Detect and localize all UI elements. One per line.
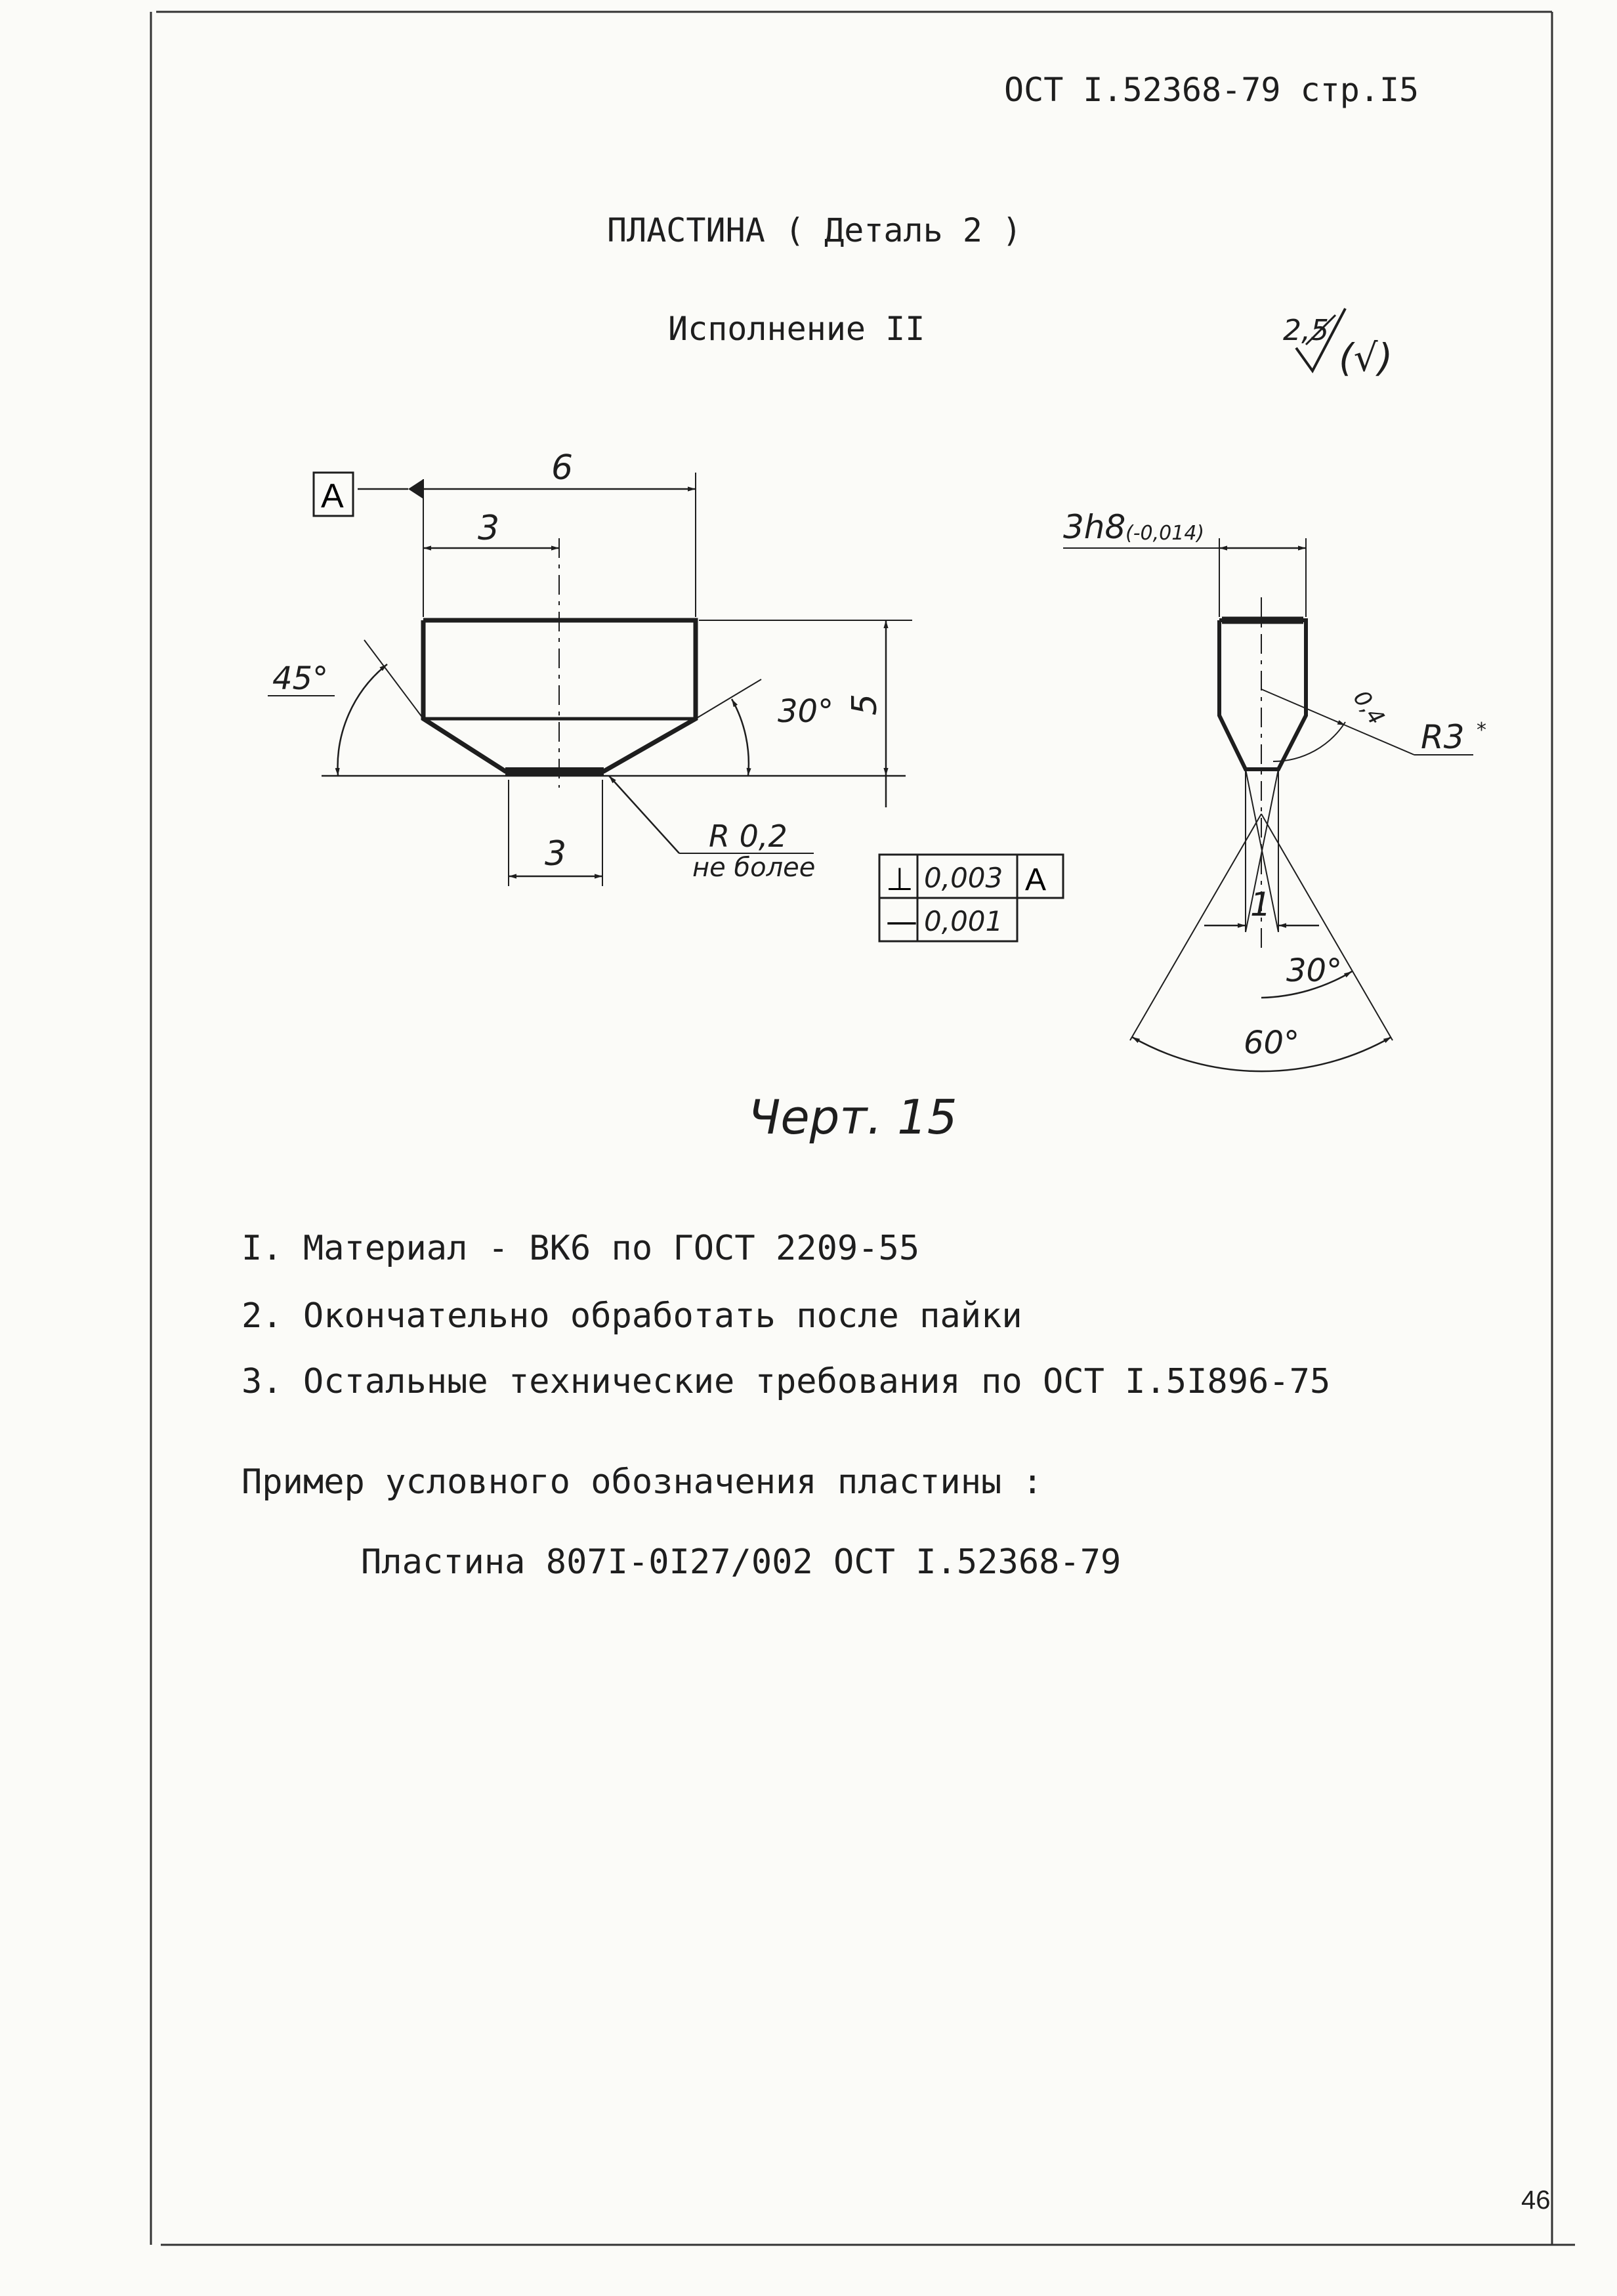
example-title: Пример условного обозначения пластины : — [242, 1462, 1043, 1502]
dim-half-width: 3 — [478, 509, 500, 548]
side-width: 3h8 — [1063, 508, 1126, 546]
main-view — [268, 473, 912, 886]
roughness-symbol — [1283, 308, 1393, 380]
angle-right: 30° — [778, 693, 834, 730]
datum-triangle — [408, 479, 423, 499]
dim-height: 5 — [845, 693, 885, 715]
note-2: 2. Окончательно обработать после пайки — [242, 1296, 1022, 1336]
angle-left: 45° — [272, 660, 329, 697]
dim-width: 6 — [551, 448, 574, 488]
perpendicularity-value: 0,003 — [924, 862, 1003, 894]
straightness-value: 0,001 — [924, 905, 1003, 937]
part-title: ПЛАСТИНА ( Деталь 2 ) — [607, 211, 1022, 249]
example-text: Пластина 807I-0I27/002 ОСТ I.52368-79 — [361, 1542, 1122, 1582]
side-width-tolerance: (-0,014) — [1125, 522, 1205, 545]
radius-main: R 0,2 — [709, 818, 788, 854]
side-radius-mark: * — [1477, 719, 1486, 742]
radius-note: не более — [692, 853, 816, 883]
figure-caption: Черт. 15 — [748, 1090, 957, 1145]
perpendicularity-symbol: ⊥ — [886, 861, 914, 898]
roughness-general-mark: (√) — [1339, 335, 1393, 380]
document-header: ОСТ I.52368-79 стр.I5 — [1004, 71, 1419, 109]
variant-label: Исполнение II — [668, 310, 925, 348]
dim-base: 3 — [545, 834, 567, 874]
side-small-dim: 0,4 — [1347, 685, 1390, 731]
side-outline — [1219, 620, 1306, 769]
note-1: I. Материал - ВК6 по ГОСТ 2209-55 — [242, 1229, 920, 1268]
roughness-value: 2,5 — [1283, 314, 1329, 347]
side-radius: R3 — [1421, 718, 1465, 756]
side-half-angle: 30° — [1286, 952, 1343, 989]
straightness-symbol: — — [886, 903, 917, 940]
datum-label-box — [314, 473, 353, 516]
note-3: 3. Остальные технические требования по ОСТ I.5I896-75 — [242, 1362, 1331, 1401]
side-tip: 1 — [1250, 885, 1271, 924]
tolerance-datum: A — [1025, 862, 1047, 897]
side-view — [1063, 538, 1473, 1071]
datum-letter: A — [321, 477, 344, 515]
side-full-angle: 60° — [1244, 1025, 1300, 1061]
page-number: 46 — [1521, 2186, 1551, 2215]
